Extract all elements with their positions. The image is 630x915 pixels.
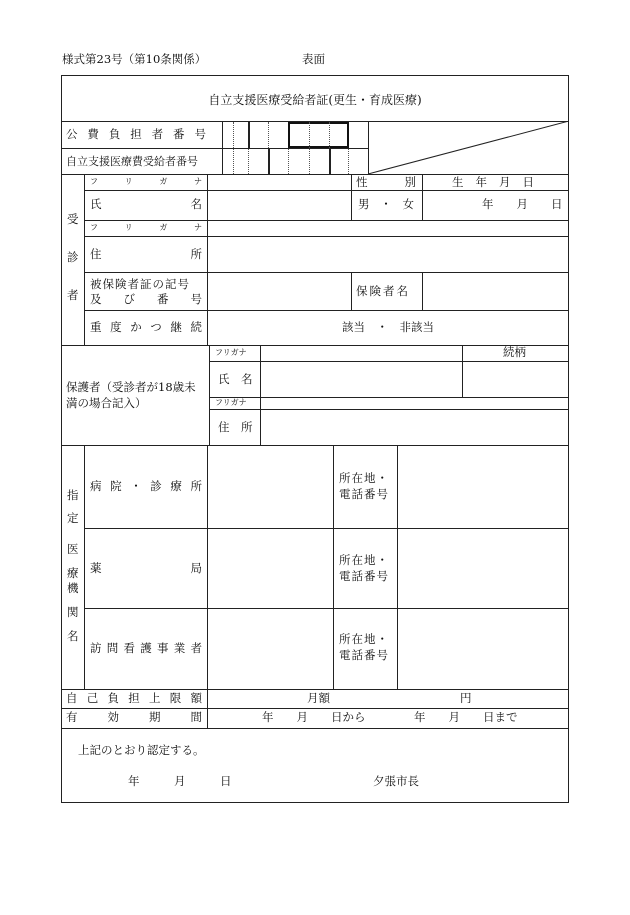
side-label: 表面: [302, 52, 325, 66]
issue-date[interactable]: 年 月 日: [128, 774, 232, 788]
nursing-label: 訪 問 看 護 事 業 者: [90, 641, 202, 655]
recipient-label: 自立支援医療費受給者番号: [66, 155, 198, 168]
sex-value[interactable]: 男 ・ 女: [358, 197, 414, 211]
insurer-label: 保険者名: [356, 284, 410, 298]
form-title: 自立支援医療受給者証(更生・育成医療): [208, 93, 422, 107]
address-label: 住 所: [90, 247, 202, 261]
insurance-label-line2: 及 び 番 号: [90, 292, 202, 306]
severity-label: 重 度 か つ 継 続: [90, 320, 202, 334]
institution-section-char-4: 療: [67, 566, 79, 580]
certify-text: 上記のとおり認定する。: [78, 743, 205, 757]
institution-section-char-3: 医: [67, 542, 79, 556]
patient-section-char-1: 受: [67, 212, 79, 226]
pharmacy-location-label-2: 電話番号: [339, 569, 389, 583]
pharmacy-label: 薬 局: [90, 561, 202, 575]
name-label: 氏 名: [90, 197, 202, 211]
validity-from[interactable]: 年 月 日から: [262, 710, 366, 724]
nursing-location-label-2: 電話番号: [339, 648, 389, 662]
guardian-address-furigana-label: フリガナ: [215, 398, 247, 407]
institution-section-char-6: 関: [67, 605, 79, 619]
monthly-label: 月額: [307, 691, 330, 705]
hospital-location-label-2: 電話番号: [339, 487, 389, 501]
patient-section-char-2: 診: [67, 250, 79, 264]
guardian-address-label: 住 所: [218, 420, 253, 434]
institution-section-char-2: 定: [67, 511, 79, 525]
payer-digit-box[interactable]: [288, 122, 349, 148]
relation-label: 続柄: [503, 345, 526, 359]
institution-section-char-1: 指: [67, 488, 79, 502]
validity-label: 有 効 期 間: [66, 710, 202, 724]
guardian-label-line1: 保護者（受診者が18歳未: [66, 380, 196, 394]
hospital-location-label-1: 所在地・: [339, 471, 389, 485]
address-furigana-label: フ リ ガ ナ: [90, 223, 202, 232]
sex-label: 性 別: [356, 175, 416, 189]
yen-label: 円: [460, 691, 472, 705]
patient-section-char-3: 者: [67, 288, 79, 302]
birth-value[interactable]: 年 月 日: [482, 197, 563, 211]
insurance-label-line1: 被保険者証の記号: [90, 277, 190, 291]
issuer-name: 夕張市長: [373, 774, 419, 788]
severity-value[interactable]: 該当 ・ 非該当: [342, 320, 434, 334]
hospital-label: 病 院 ・ 診 療 所: [90, 479, 202, 493]
furigana-label: フ リ ガ ナ: [90, 177, 202, 186]
birth-label: 生 年 月 日: [452, 175, 534, 189]
guardian-name-label: 氏 名: [218, 372, 253, 386]
payer-label: 公 費 負 担 者 番 号: [66, 127, 206, 141]
institution-section-char-5: 機: [67, 581, 79, 595]
validity-to[interactable]: 年 月 日まで: [414, 710, 518, 724]
form-number: 様式第23号（第10条関係）: [62, 52, 207, 66]
pharmacy-location-label-1: 所在地・: [339, 553, 389, 567]
nursing-location-label-1: 所在地・: [339, 632, 389, 646]
diagonal-strike: [368, 121, 569, 174]
limit-label: 自 己 負 担 上 限 額: [66, 691, 202, 705]
guardian-label-line2: 満の場合記入）: [66, 396, 147, 410]
institution-section-char-7: 名: [67, 629, 79, 643]
guardian-furigana-label: フリガナ: [215, 348, 247, 357]
